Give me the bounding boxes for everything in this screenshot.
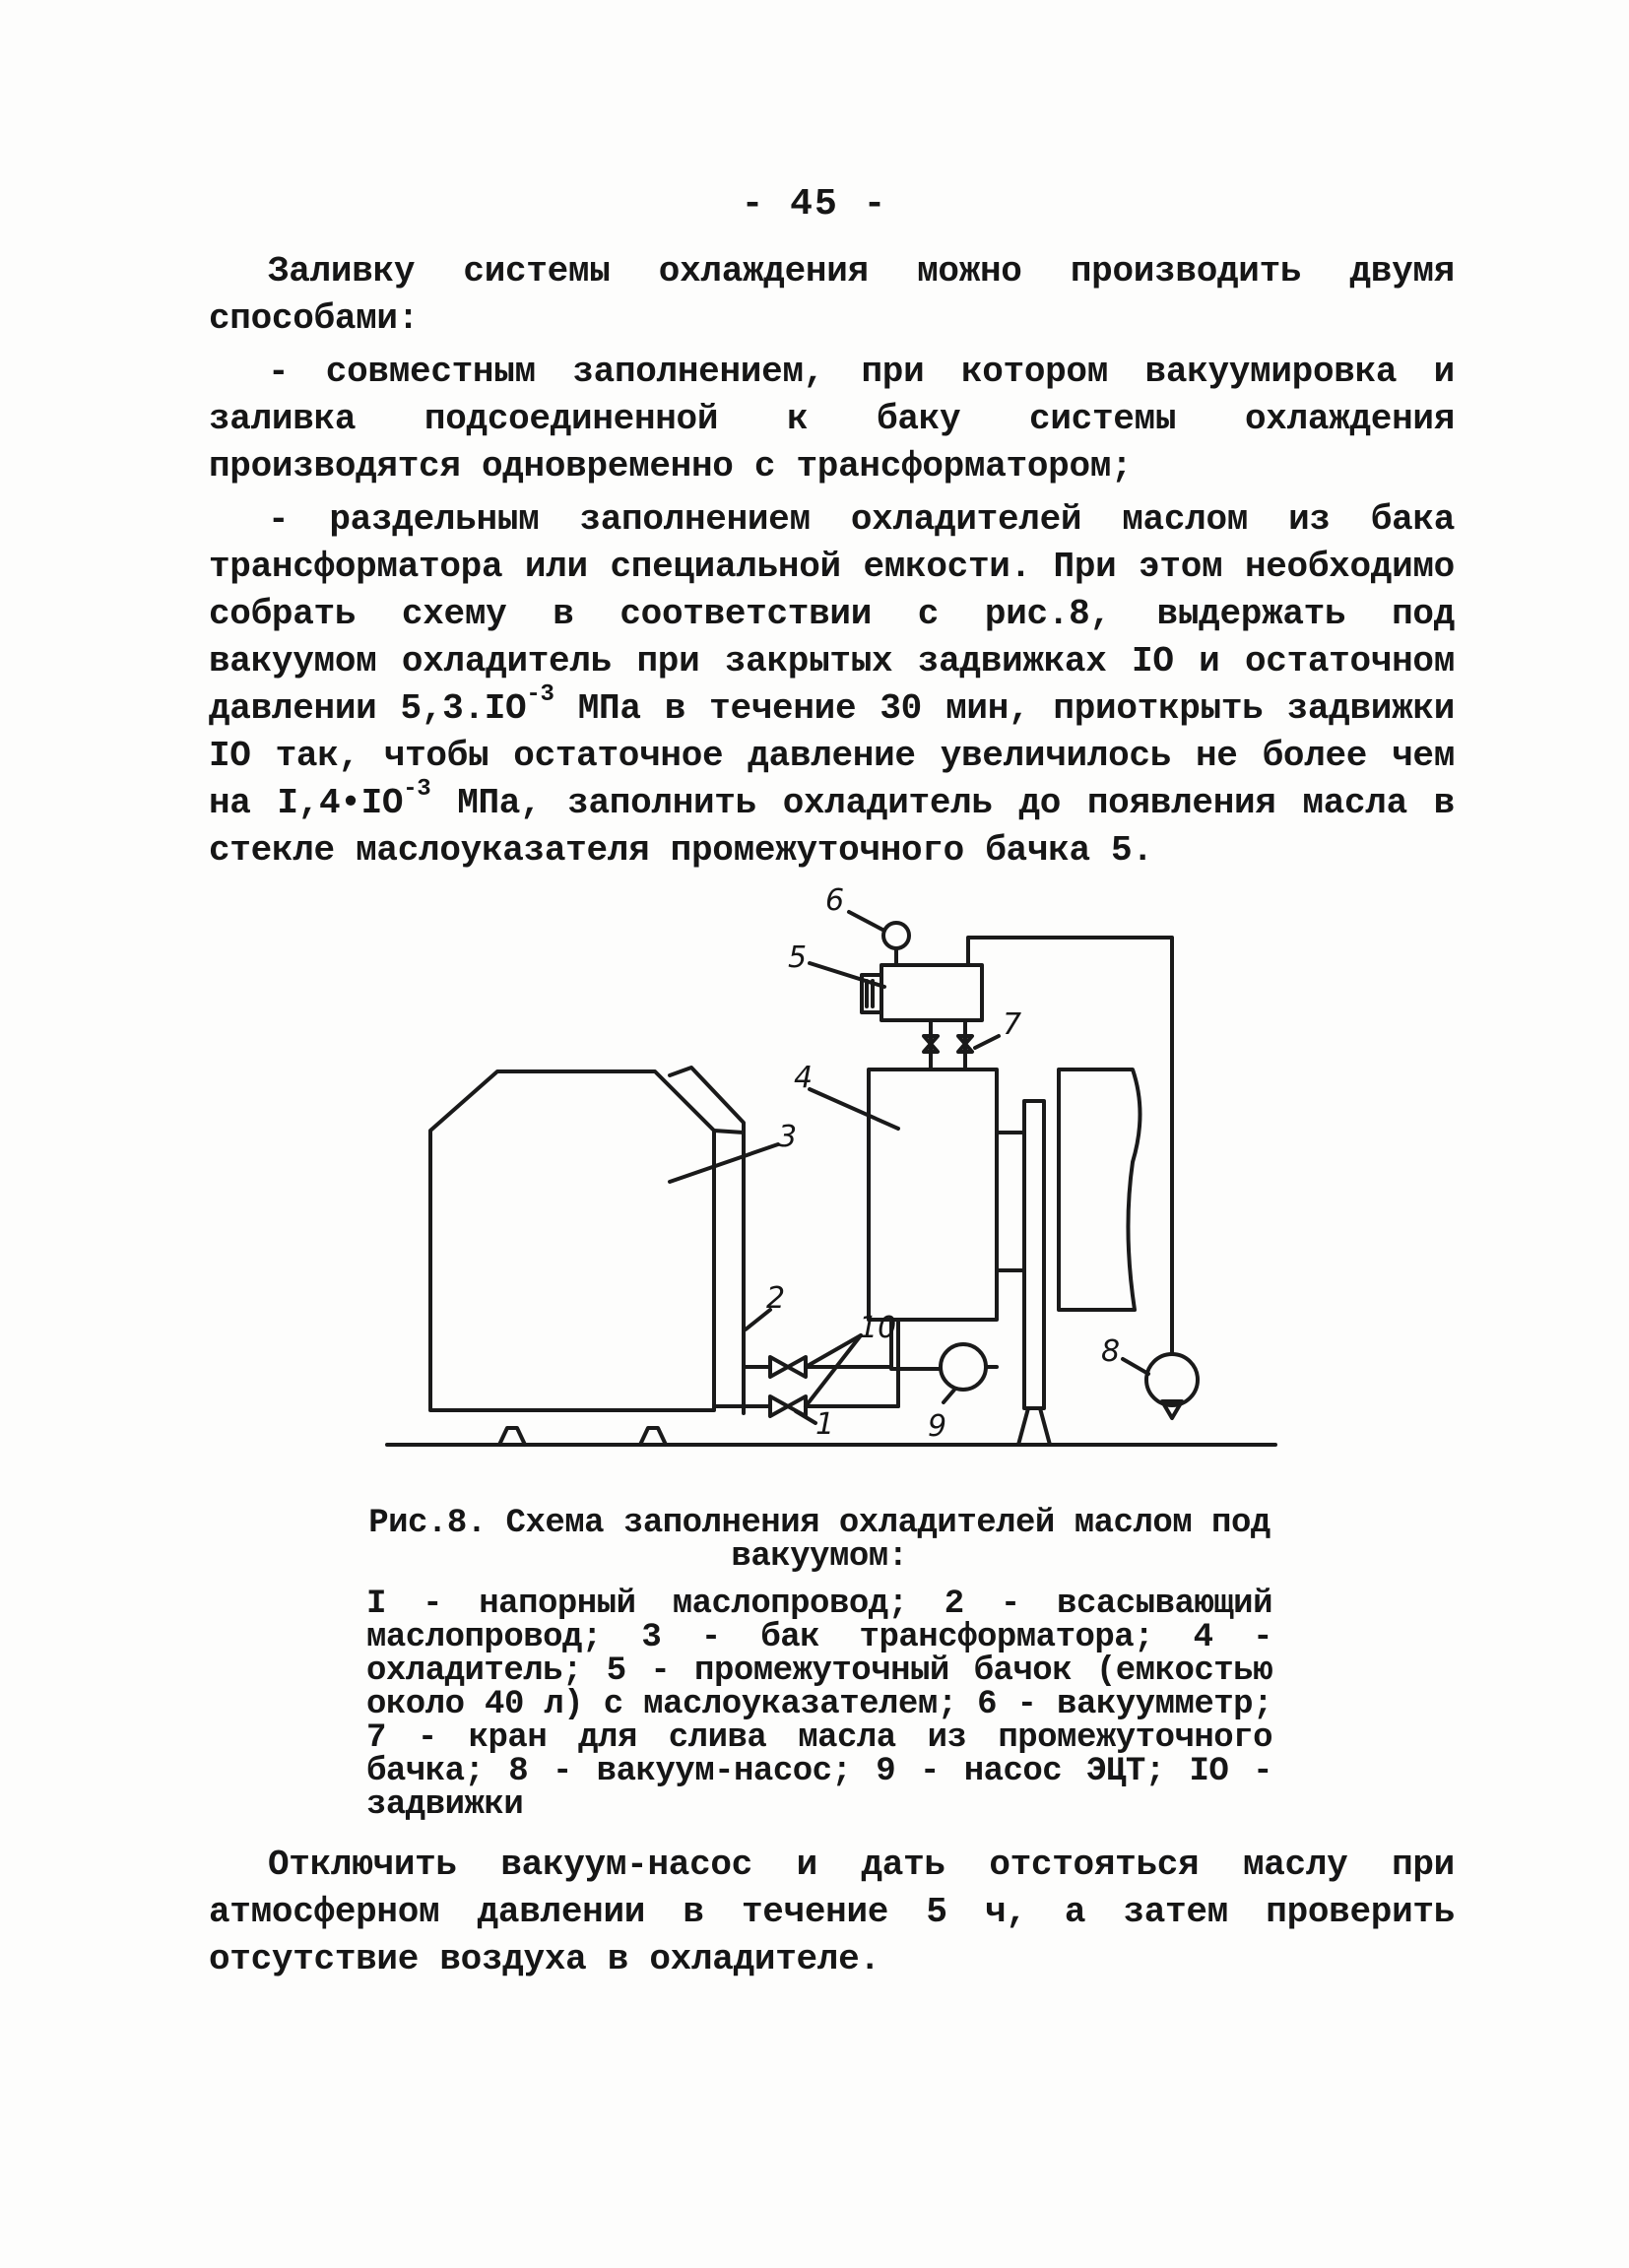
support-column <box>1024 1101 1044 1408</box>
paragraph-method-separate: - раздельным заполнением охладителей маслом из бака трансформатора или специальной емкости. При этом необходимо собрать схему в соответствии с рис.8, выдержать под вакуумом охладитель при закрытых задвижках IO и остаточном давлении $5,3.IO^{-3}$ МПа в течение 30 мин, приоткрыть задвижки IO так, чтобы остаточное давление увеличилось не более чем на $I,4•IO^{-3}$ МПа, заполнить охладитель до появления масла в стекле маслоуказателя промежуточного бачка 5. <box>209 499 1456 871</box>
label-5: 5 <box>788 940 808 975</box>
label-4: 4 <box>794 1061 814 1095</box>
fan-unit <box>1059 1069 1140 1310</box>
figure-legend: I - напорный маслопровод; 2 - всасывающий маслопровод; 3 - бак трансформатора; 4 - охладитель; 5 - промежуточный бачок (емкостью около 40 л) с маслоуказателем; 6 - вакуумметр; 7 - кран для слива масла из промежуточного бачка; 8 - вакуум-насос; 9 - насос ЭЦТ; IO - задвижки <box>366 1586 1272 1824</box>
label-10: 10 <box>859 1311 897 1345</box>
vacuum-pump <box>1146 1354 1198 1405</box>
label-1: 1 <box>815 1407 835 1442</box>
vacuum-gauge <box>883 923 909 948</box>
tank-foot-right <box>640 1428 666 1445</box>
transformer-tank <box>430 1071 714 1410</box>
pump-ect <box>941 1344 986 1390</box>
paragraph-conclusion: Отключить вакуум-насос и дать отстояться маслу при атмосферном давлении в течение 5 ч, а затем проверить отсутствие воздуха в охладителе. <box>209 1845 1455 1979</box>
label-7: 7 <box>1003 1007 1022 1042</box>
page-number: - 45 - <box>741 183 888 226</box>
tank-conservator <box>670 1068 744 1413</box>
tank-foot-left <box>499 1428 525 1445</box>
figure-caption-line2: вакуумом: <box>731 1538 908 1576</box>
paragraph-intro: Заливку системы охлаждения можно производить двумя способами: <box>209 251 1455 339</box>
paragraph-method-joint: - совместным заполнением, при котором вакуумировка и заливка подсоединенной к баку системы охлаждения производятся одновременно с трансформатором; <box>209 352 1455 486</box>
cooler <box>869 1069 997 1320</box>
figure-caption-line1: Рис.8. Схема заполнения охладителей маслом под <box>368 1505 1271 1542</box>
label-8: 8 <box>1101 1334 1121 1369</box>
label-6: 6 <box>825 883 845 918</box>
intermediate-tank <box>881 965 982 1020</box>
label-9: 9 <box>928 1409 947 1444</box>
label-2: 2 <box>766 1281 786 1316</box>
vacuum-line <box>968 938 1172 1354</box>
label-3: 3 <box>778 1120 798 1154</box>
valve-upper <box>770 1357 806 1377</box>
